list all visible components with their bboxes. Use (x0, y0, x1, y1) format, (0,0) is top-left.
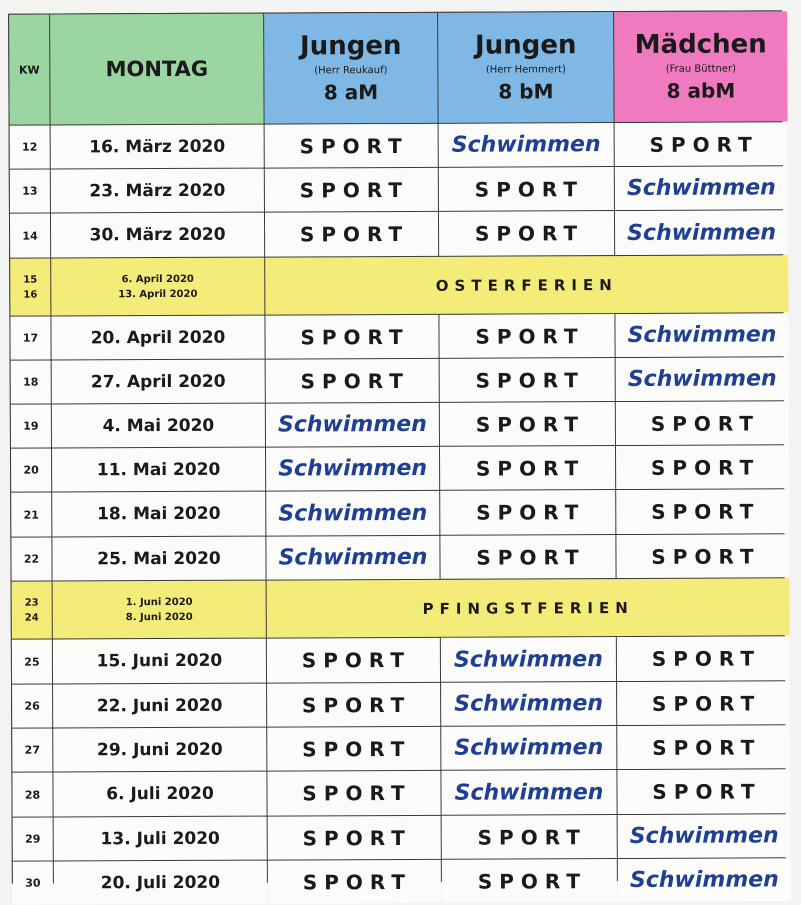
group-8bm-activity: SPORT (439, 167, 614, 211)
week-number: 22 (11, 538, 51, 581)
holiday-label: OSTERFERIEN (265, 255, 788, 314)
group-8abm-activity: Schwimmen (616, 357, 789, 401)
date: 13. April 2020 (118, 288, 198, 300)
group-8bm-activity: Schwimmen (441, 637, 616, 682)
group-8abm-activity: SPORT (616, 534, 789, 578)
group-8am-activity: SPORT (267, 727, 440, 771)
holiday-week-numbers (10, 259, 50, 316)
group-8bm-activity: SPORT (440, 490, 615, 535)
group-8bm-activity: SPORT (442, 859, 617, 903)
week-number: 17 (10, 317, 50, 360)
group-8am-activity: SPORT (265, 315, 438, 359)
group-8bm-activity: SPORT (440, 402, 615, 446)
week-number: 26 (12, 685, 52, 728)
week-number: 23 (24, 597, 39, 609)
group-8am-activity: SPORT (268, 860, 441, 904)
week-number: 21 (11, 493, 51, 537)
date: 6. April 2020 (121, 273, 194, 285)
monday-date: 29. Juni 2020 (53, 728, 266, 772)
group-8abm-activity: Schwimmen (618, 858, 791, 902)
header-montag: MONTAG (50, 14, 263, 125)
group-8abm-activity: SPORT (617, 769, 790, 814)
group-8am-activity: SPORT (267, 638, 440, 683)
group-8abm-activity: SPORT (616, 401, 789, 445)
group-8am-activity: Schwimmen (266, 447, 439, 491)
group-teacher: (Frau Büttner) (665, 63, 736, 75)
group-title: Jungen (299, 30, 402, 62)
group-class: 8 bM (498, 79, 554, 104)
monday-date: 18. Mai 2020 (52, 492, 265, 537)
week-number: 24 (24, 612, 39, 624)
week-number: 13 (10, 170, 50, 213)
header-group-8bm (438, 12, 613, 123)
week-number: 28 (12, 773, 52, 817)
holiday-dates (53, 581, 266, 639)
monday-date: 27. April 2020 (52, 360, 265, 404)
group-8bm-activity: SPORT (439, 211, 614, 256)
group-8bm-activity: SPORT (439, 314, 614, 358)
header-group-8abm (614, 11, 787, 122)
group-8abm-activity: SPORT (616, 489, 789, 534)
holiday-label: PFINGSTFERIEN (267, 578, 790, 637)
group-8am-activity: SPORT (267, 683, 440, 727)
group-8bm-activity: Schwimmen (441, 682, 616, 726)
week-number: 29 (13, 818, 53, 861)
monday-date: 20. Juli 2020 (54, 861, 267, 905)
group-8bm-activity: Schwimmen (441, 770, 616, 815)
week-number: 27 (12, 729, 52, 772)
group-8am-activity: SPORT (266, 359, 439, 403)
header-kw: KW (9, 15, 49, 125)
group-8abm-activity: Schwimmen (615, 166, 788, 210)
group-8am-activity: Schwimmen (266, 491, 439, 536)
group-teacher: (Herr Hemmert) (485, 63, 566, 76)
group-8am-activity: SPORT (267, 771, 440, 816)
group-class: 8 aM (323, 80, 379, 105)
header-group-8am (264, 13, 437, 124)
monday-date: 20. April 2020 (51, 316, 264, 360)
monday-date: 22. Juni 2020 (53, 684, 266, 728)
group-8bm-activity: Schwimmen (439, 123, 614, 167)
group-8am-activity: Schwimmen (266, 403, 439, 447)
monday-date: 23. März 2020 (51, 169, 264, 213)
holiday-dates (51, 258, 264, 316)
week-number: 19 (11, 405, 51, 448)
group-teacher: (Herr Reukauf) (314, 64, 388, 77)
group-8bm-activity: SPORT (440, 446, 615, 490)
monday-date: 25. Mai 2020 (52, 537, 265, 581)
group-title: Mädchen (634, 29, 767, 60)
holiday-week-numbers (12, 582, 52, 639)
week-number: 18 (11, 361, 51, 404)
group-8abm-activity: SPORT (616, 445, 789, 489)
monday-date: 15. Juni 2020 (53, 639, 266, 684)
group-8bm-activity: Schwimmen (441, 726, 616, 770)
monday-date: 16. März 2020 (51, 125, 264, 169)
monday-date: 30. März 2020 (51, 213, 264, 258)
group-8am-activity: SPORT (265, 168, 438, 212)
group-8abm-activity: Schwimmen (615, 313, 788, 357)
week-number: 30 (13, 862, 53, 905)
week-number: 14 (10, 214, 50, 258)
group-8bm-activity: SPORT (440, 358, 615, 402)
schedule-table (8, 10, 786, 894)
week-number: 12 (10, 126, 50, 169)
group-8am-activity: SPORT (268, 816, 441, 860)
week-number: 15 (23, 274, 38, 286)
monday-date: 6. Juli 2020 (53, 772, 266, 817)
group-8bm-activity: SPORT (442, 815, 617, 859)
date: 1. Juni 2020 (125, 596, 193, 608)
group-8abm-activity: SPORT (617, 636, 790, 681)
group-8abm-activity: SPORT (615, 122, 788, 166)
monday-date: 13. Juli 2020 (54, 817, 267, 861)
date: 8. Juni 2020 (125, 611, 193, 623)
group-8abm-activity: SPORT (617, 725, 790, 769)
monday-date: 4. Mai 2020 (52, 404, 265, 448)
group-8am-activity: SPORT (265, 212, 438, 257)
week-number: 20 (11, 449, 51, 492)
group-8am-activity: Schwimmen (266, 536, 439, 580)
group-8abm-activity: SPORT (617, 681, 790, 725)
group-title: Jungen (474, 30, 577, 61)
week-number: 25 (12, 640, 52, 684)
group-8bm-activity: SPORT (440, 535, 615, 579)
group-8abm-activity: Schwimmen (618, 814, 791, 858)
week-number: 16 (23, 289, 38, 301)
group-8abm-activity: Schwimmen (615, 210, 788, 255)
monday-date: 11. Mai 2020 (52, 448, 265, 492)
group-8am-activity: SPORT (265, 124, 438, 168)
group-class: 8 abM (666, 78, 736, 104)
